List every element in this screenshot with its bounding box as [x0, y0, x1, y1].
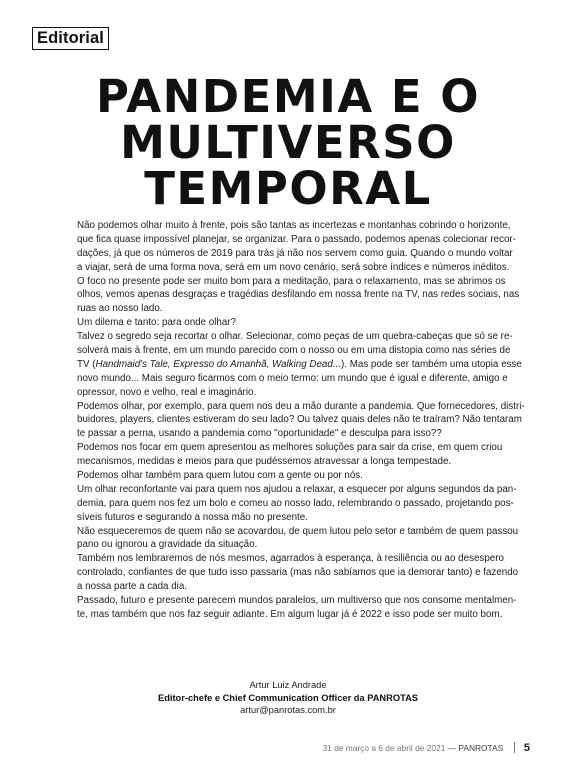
body-line: Um olhar reconfortante vai para quem nos ajudou a relaxar, a esquecer por alguns segundos da pan- — [77, 483, 517, 495]
body-line: Podemos olhar também para quem lutou com a gente ou por nós. — [77, 470, 363, 482]
issue-date-range: 31 de março a 6 de abril de 2021 — [322, 743, 446, 753]
body-line: que fica quase impossível planejar, se organizar. Para o passado, podemos apenas colecionar recor- — [77, 233, 516, 245]
body-line: ruas ao nosso lado. — [77, 303, 163, 315]
body-line: Não esqueceremos de quem não se acovardou, de quem lutou pelo setor e também de quem passou — [77, 525, 519, 537]
body-line: mecanismos, medidas e meios para que pudéssemos atravessar a longa tempestade. — [77, 456, 452, 468]
body-line: pano ou ignorou a gravidade da situação. — [77, 539, 258, 551]
author-role: Editor-chefe e Chief Communication Officer da PANROTAS — [158, 692, 418, 703]
body-line: Também nos lembraremos de nós mesmos, agarrados à esperança, à resiliência ou ao desespero — [77, 553, 504, 565]
body-line: O foco no presente pode ser muito bom para a meditação, para o relaxamento, mas se abrimos os — [77, 275, 506, 287]
page-footer — [322, 741, 530, 755]
author-name: Artur Luiz Andrade — [249, 680, 327, 690]
footer-divider — [514, 742, 515, 753]
body-line: Não podemos olhar muito à frente, pois são tantas as incertezas e montanhas cobrindo o horizonte, — [77, 220, 511, 231]
body-line: buidores, players, clientes estiveram do seu lado? Ou talvez quais deles não te traíram? Não tentaram — [77, 414, 522, 426]
headline-line: PANDEMIA E O — [95, 70, 481, 123]
publication-name: — PANROTAS — [447, 743, 504, 753]
editorial-body — [77, 219, 525, 622]
body-line: síveis futuros e segurando a nossa mão no presente. — [77, 511, 308, 523]
body-line: Um dilema e tanto: para onde olhar? — [77, 317, 237, 329]
body-line: novo mundo... Mais seguro ficarmos com o meio termo: um mundo que é igual e diferente, amigo e — [77, 372, 508, 384]
headline-line: MULTIVERSO — [120, 116, 456, 169]
body-line: opressor, novo e velho, real e imaginário. — [77, 386, 257, 398]
body-line: Podemos nos focar em quem apresentou as melhores soluções para sair da crise, em quem criou — [77, 442, 503, 454]
body-line: a viajar, será de uma forma nova, será em um novo cenário, será sobre índices e números inéditos. — [77, 261, 510, 273]
body-line: controlado, confiantes de que tudo isso passaria (mas não sabíamos que ia demorar tanto) e fazendo — [77, 567, 519, 579]
body-line: Passado, futuro e presente parecem mundos paralelos, um multiverso que nos consome mentalmen- — [77, 595, 517, 607]
body-line: Podemos olhar, por exemplo, para quem nos deu a mão durante a pandemia. Que fornecedores, distri- — [77, 400, 525, 412]
body-line: solverá mais à frente, em um mundo parecido com o nosso ou em uma distopia como nas séries de — [77, 345, 511, 357]
body-line: dações, já que os números de 2019 para trás já não nos servem como guia. Quando o mundo voltar — [77, 247, 513, 259]
headline-line: TEMPORAL — [144, 162, 432, 215]
body-line: TV (Handmaid's Tale, Expresso do Amanhã, Walking Dead...). Mas pode ser também uma utopia esse — [77, 358, 522, 370]
body-line: te passar a perna, usando a pandemia como "oportunidade" e desculpa para isso?? — [77, 428, 442, 440]
author-email: artur@panrotas.com.br — [240, 705, 336, 715]
series-titles: Handmaid's Tale, Expresso do Amanhã, Walking Dead... — [95, 358, 341, 370]
body-line: te, mas também que nos faz seguir adiante. Em algum lugar já é 2022 e isso pode ser muito bom. — [77, 608, 503, 620]
author-signature — [0, 679, 576, 717]
body-line: olhos, vemos apenas desgraças e tragédias desfilando em nossa frente na TV, nas redes sociais, nas — [77, 289, 520, 301]
page-number: 5 — [523, 742, 530, 754]
body-line: Talvez o segredo seja recortar o olhar. Selecionar, como peças de um quebra-cabeças que só se re- — [77, 331, 513, 343]
headline — [0, 70, 576, 215]
body-line: demia, para quem nos fez um bolo e comeu ao nosso lado, relembrando o passado, projetando pos- — [77, 497, 514, 509]
body-line: a nossa parte a cada dia. — [77, 581, 188, 593]
section-label: Editorial — [32, 27, 109, 50]
